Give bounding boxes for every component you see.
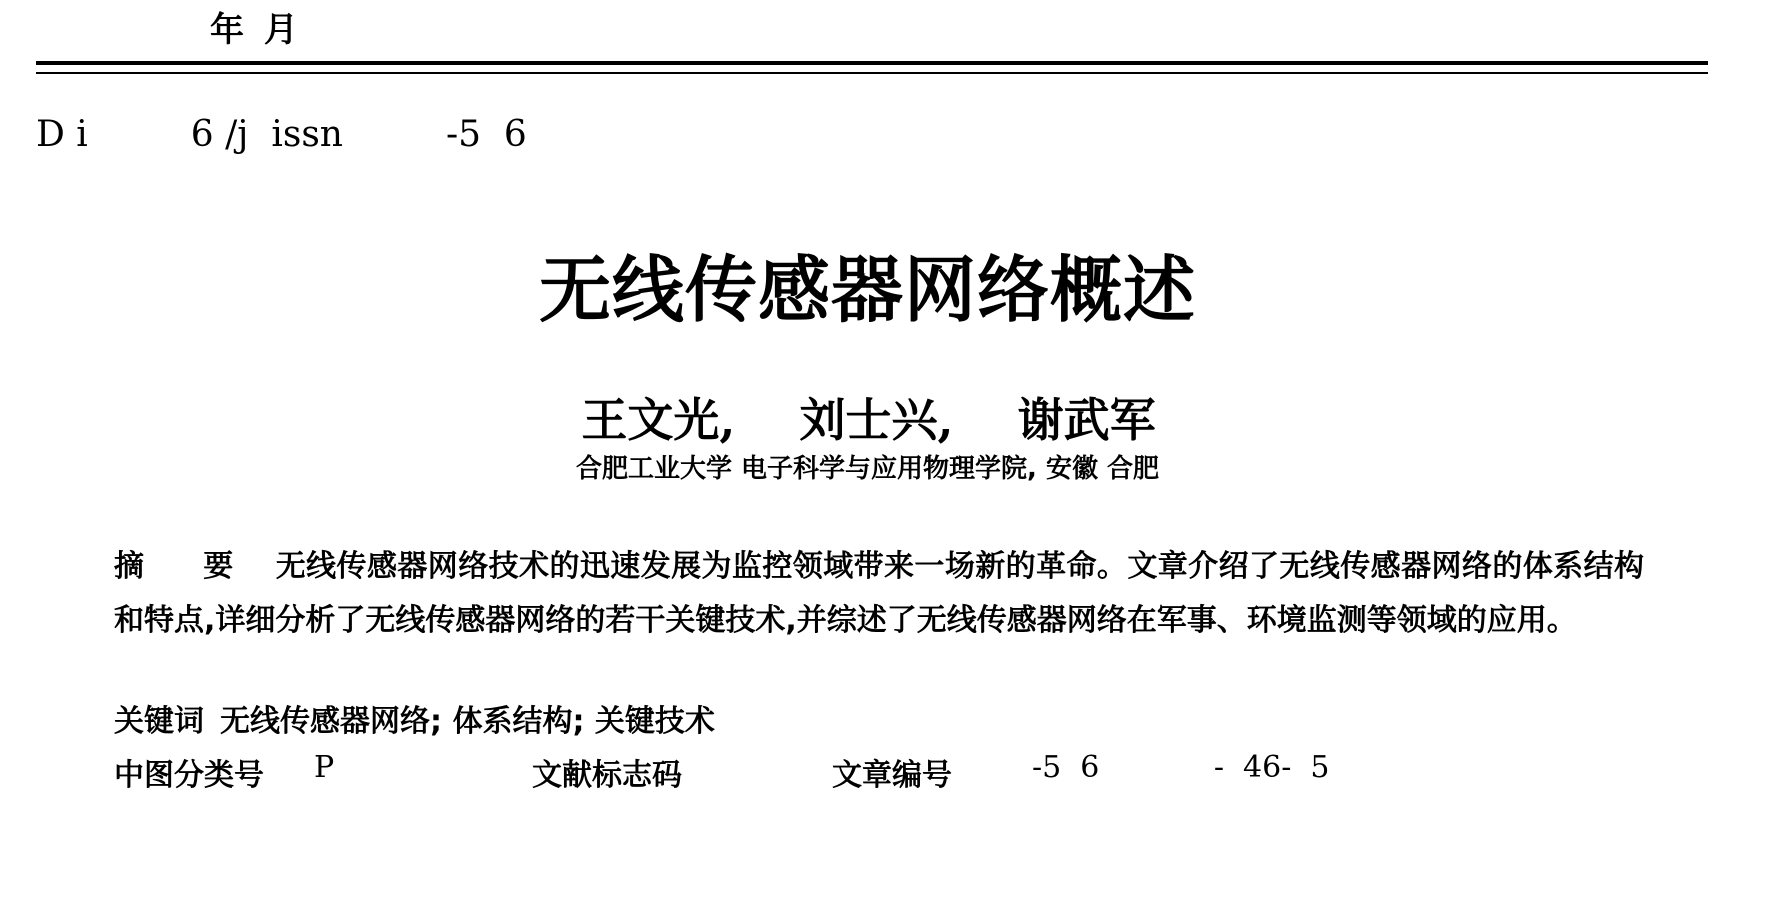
author-list-text: 王文光, 刘士兴, 谢武军 <box>581 393 1156 447</box>
paper-title <box>0 232 1789 336</box>
article-number-value: -5 6 - 46- 5 <box>1032 750 1330 785</box>
author-affiliation-text: 合肥工业大学 电子科学与应用物理学院, 安徽 合肥 <box>575 454 1160 484</box>
keywords-text: 无线传感器网络; 体系结构; 关键技术 <box>220 704 715 739</box>
abstract-label: 摘 要 <box>114 549 258 584</box>
abstract-text: 无线传感器网络技术的迅速发展为监控领域带来一场新的革命。文章介绍了无线传感器网络的体系结构和特点,详细分析了无线传感器网络的若干关键技术,并综述了无线传感器网络在军事、环境监测等领域的应用。 <box>114 549 1645 638</box>
classification-line <box>114 750 1644 793</box>
keywords-label: 关键词 <box>114 704 204 739</box>
document-code-label: 文献标志码 <box>532 758 682 793</box>
clc-label: 中图分类号 <box>114 758 264 793</box>
author-affiliation <box>0 448 1789 485</box>
header-rule-thick <box>36 61 1708 65</box>
doi-line: D i 6 /j issn -5 6 <box>36 114 527 155</box>
article-number-label: 文章编号 <box>832 758 952 793</box>
author-list <box>0 384 1789 450</box>
paper-title-text: 无线传感器网络概述 <box>538 248 1196 332</box>
issue-year-month: 年 月 <box>210 10 302 50</box>
abstract-section <box>114 540 1644 648</box>
clc-value: P <box>314 750 335 785</box>
keywords-section <box>114 696 1644 740</box>
header-rule-thin <box>36 72 1708 74</box>
